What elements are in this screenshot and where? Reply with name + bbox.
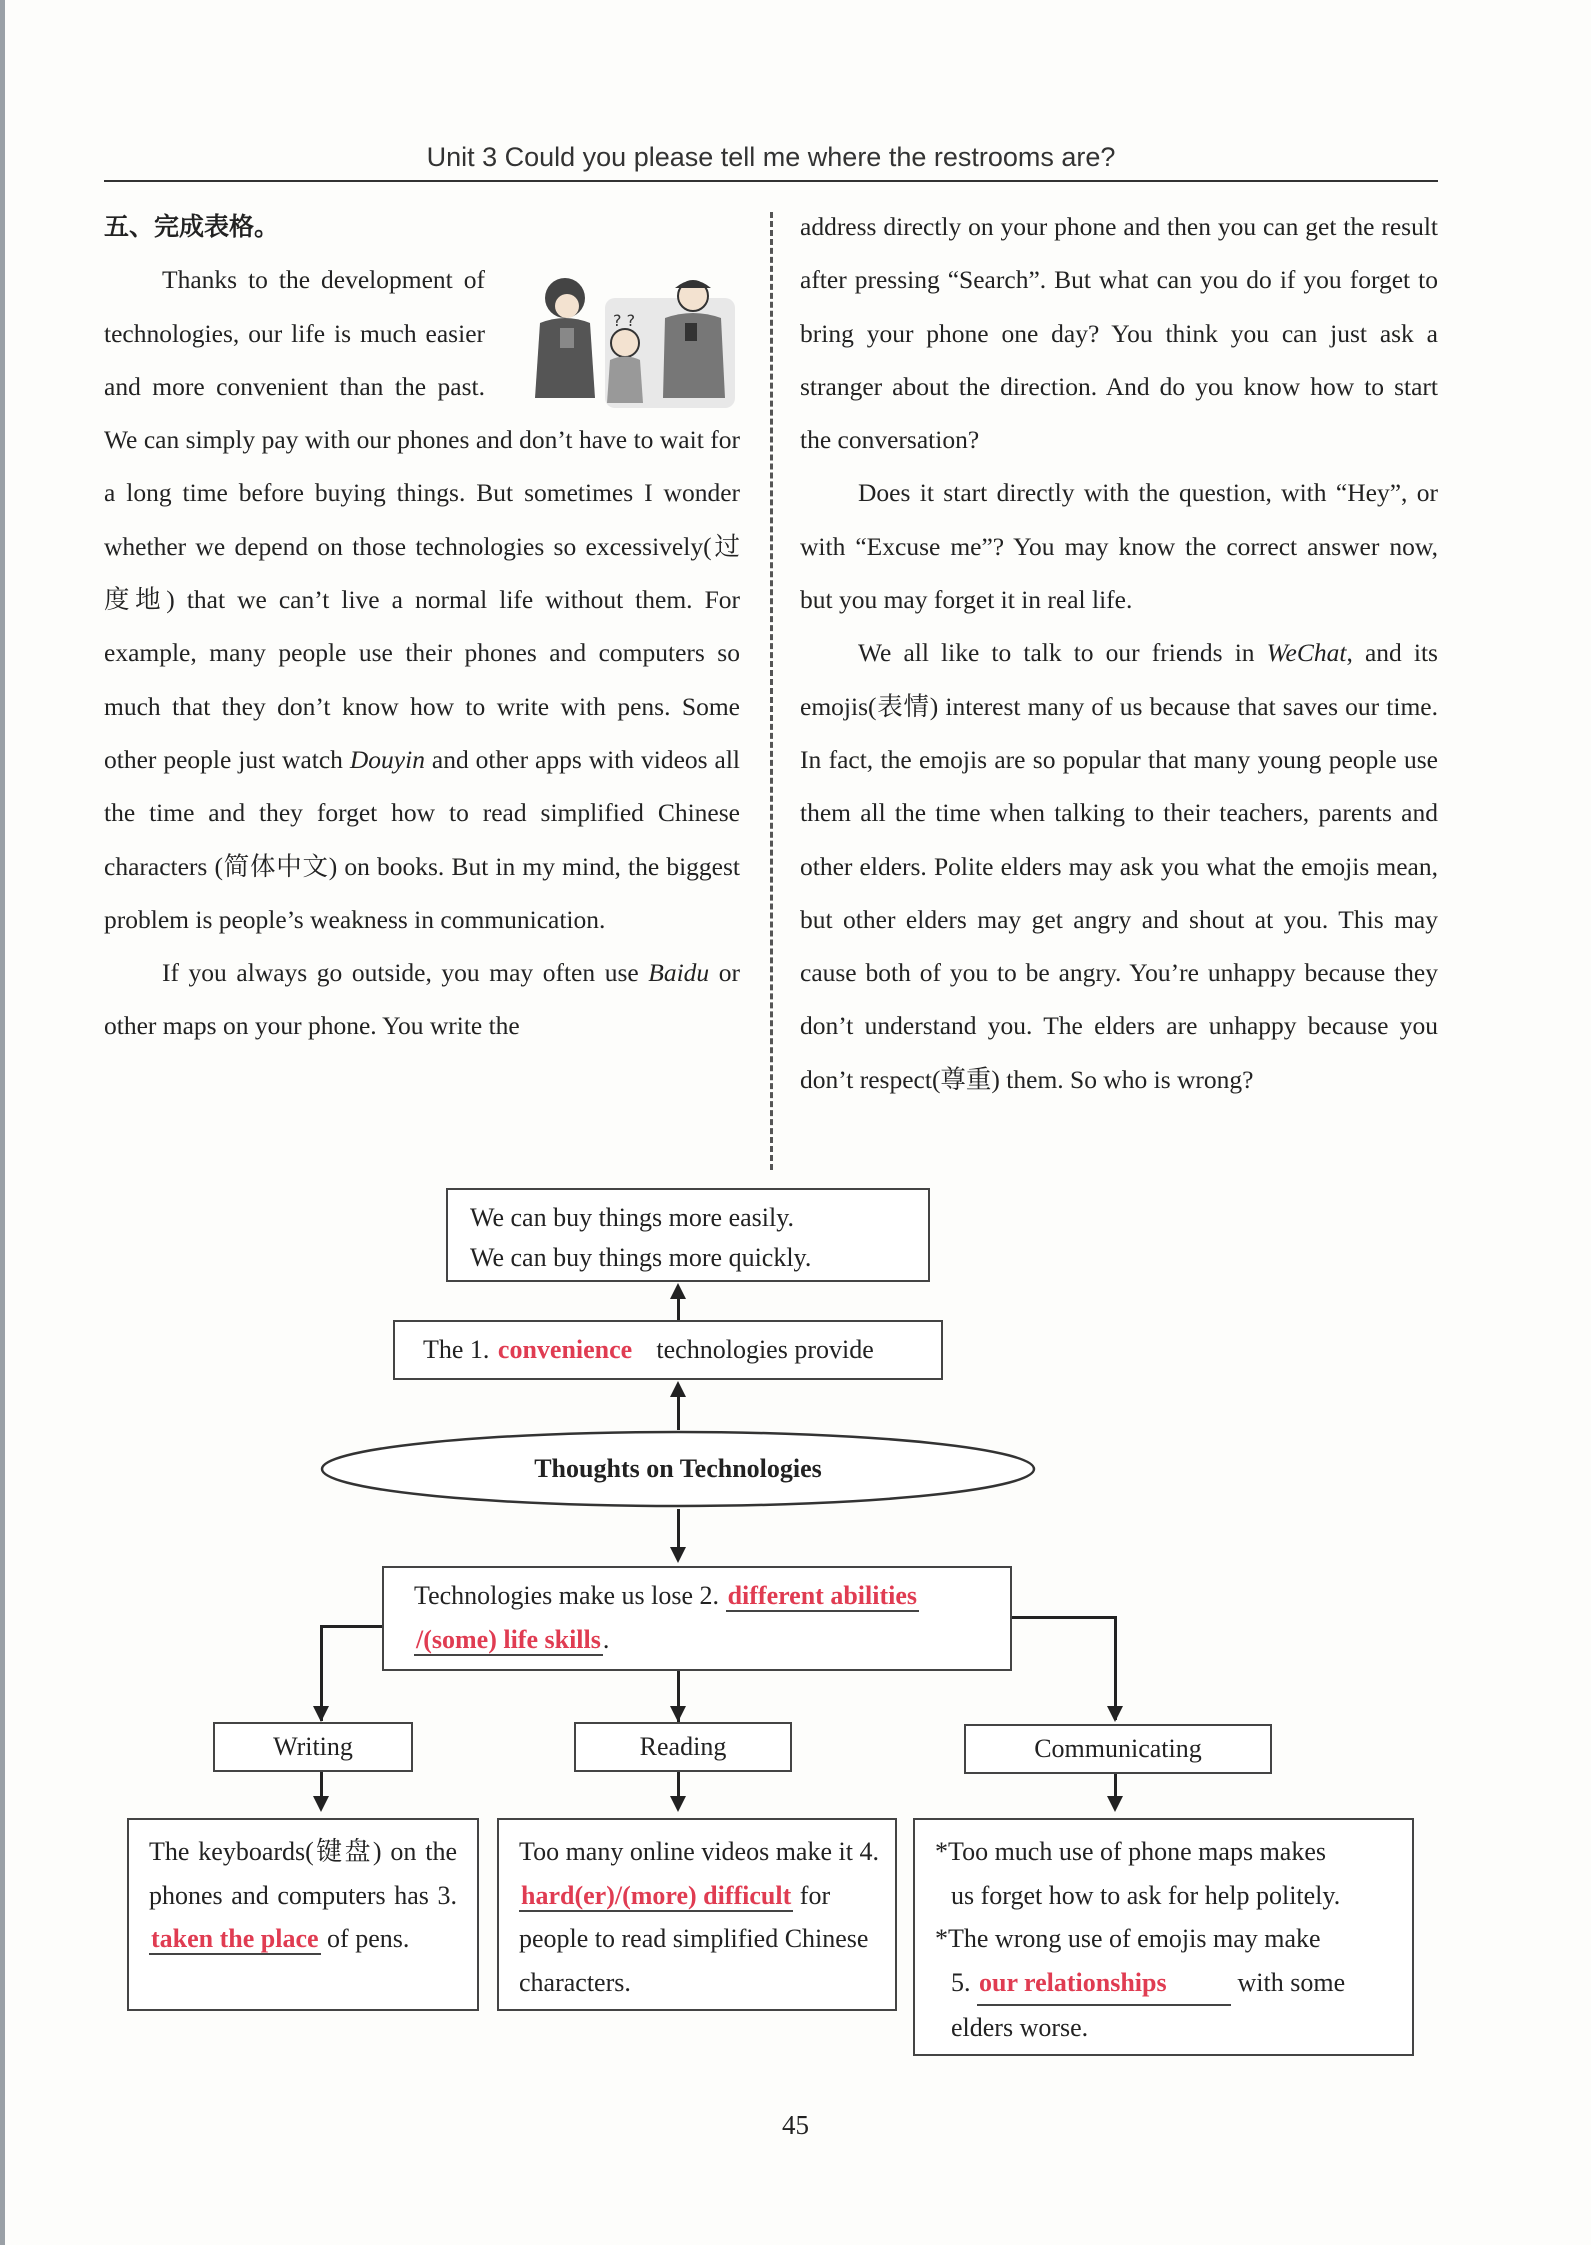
wechat-app-name: WeChat [1266, 638, 1347, 668]
arrow-head-writing-2 [313, 1796, 329, 1812]
arrow-head-reading-2 [670, 1796, 686, 1812]
comm-line-5: elders worse. [951, 2013, 1089, 2042]
douyin-app-name: Douyin [349, 744, 425, 774]
arrow-shaft-3 [677, 1509, 680, 1547]
svg-text:? ?: ? ? [613, 311, 636, 330]
answer-4: hard(er)/(more) difficult [521, 1880, 792, 1910]
right-paragraph-2: Does it start directly with the question, with “Hey”, or with “Excuse me”? You may know the correct answer now, but you may forget it in real life. [800, 478, 1438, 615]
branch-right-h [1012, 1616, 1116, 1619]
answer-1: convenience [496, 1322, 650, 1380]
comm-prefix-5: 5. [951, 1967, 977, 1997]
writing-text-1: The keyboards(键盘) on the phones and computers has 3. [149, 1837, 457, 1910]
right-paragraph-3-start: We all like to talk to our friends in [858, 638, 1267, 668]
comm-line-3: *The wrong use of emojis may make [935, 1924, 1321, 1953]
answer-3: taken the place [151, 1924, 319, 1953]
lose-box [382, 1566, 1012, 1671]
right-paragraph-3 [800, 626, 1438, 1106]
paragraph-1-text: Thanks to the development of technologies, our life is much easier and more convenient than the past. We can simply pay with our phones and don’t have to wait for a long time before buying things. But sometimes I wonder whether we depend on those technologies so excessively(过度地) that we can’t live a normal life without them. For example, many people use their phones and computers so much that they don’t know how to write with pens. Some other people just watch [104, 265, 740, 774]
writing-box: Writing [213, 1722, 413, 1772]
arrow-head-3 [670, 1547, 686, 1563]
arrow-shaft-1 [677, 1296, 680, 1320]
page-number: 45 [782, 2110, 809, 2140]
communicating-box: Communicating [964, 1724, 1272, 1774]
answer-5: our relationships [977, 1961, 1231, 2007]
benefit-line-1: We can buy things more easily. [470, 1203, 795, 1232]
reading-detail-box [497, 1818, 897, 2011]
arrow-shaft-reading-2 [677, 1772, 680, 1796]
lose-suffix: . [602, 1625, 610, 1654]
arrow-head-reading [670, 1706, 686, 1722]
arrow-head-comm-2 [1107, 1796, 1123, 1812]
convenience-prefix: The 1. [423, 1335, 496, 1364]
comm-line-2: us forget how to ask for help politely. [951, 1880, 1341, 1910]
lose-prefix: Technologies make us lose 2. [414, 1581, 726, 1610]
reading-text-1: Too many online videos make it 4. [519, 1837, 879, 1866]
answer-2a: different abilities [727, 1581, 918, 1610]
center-title: Thoughts on Technologies [534, 1454, 822, 1483]
right-paragraph-1: address directly on your phone and then you can get the result after pressing “Search”. But what can you do if you forget to bring your phone one day? You think you can just ask a stranger about the direction. And do you know how to start the conversation? [800, 212, 1438, 455]
writing-detail-box [127, 1818, 479, 2011]
column-divider [770, 212, 773, 1170]
paragraph-2-start: If you always go outside, you may often use [162, 958, 649, 988]
answer-2b: /(some) life skills [416, 1625, 601, 1654]
arrow-shaft-writing-2 [320, 1772, 323, 1796]
comm-line-4 [935, 1961, 1402, 2007]
reading-text-2: for people to read simplified Chinese characters. [519, 1880, 869, 1997]
arrow-head-communicating [1107, 1706, 1123, 1722]
branch-left-h [320, 1625, 382, 1628]
right-column [800, 200, 1438, 1106]
communicating-detail-box [913, 1818, 1414, 2056]
arrow-head-writing [313, 1706, 329, 1722]
paragraph-2-end: or other maps on your phone. You write the [104, 958, 740, 1041]
convenience-box [393, 1320, 943, 1380]
baidu-app-name: Baidu [648, 958, 710, 988]
arrow-shaft-2 [677, 1394, 680, 1430]
paragraph-2 [104, 946, 740, 1053]
convenience-suffix: technologies provide [649, 1335, 874, 1364]
benefits-box [446, 1188, 930, 1282]
comm-suffix-5: with some [1231, 1967, 1346, 1997]
scan-edge [0, 0, 5, 2245]
benefit-line-2: We can buy things more quickly. [470, 1243, 812, 1272]
section-title: 五、完成表格。 [104, 212, 280, 241]
comm-line-1: *Too much use of phone maps makes [935, 1837, 1326, 1866]
writing-text-2: of pens. [320, 1924, 410, 1953]
page-header: Unit 3 Could you please tell me where the restrooms are? [104, 138, 1438, 182]
right-paragraph-3-end: , and its emojis(表情) interest many of us because that saves our time. In fact, the emojis are so popular that many young people use them all the time when talking to their teachers, parents and other elders. Polite elders may ask you what the emojis mean, but other elders may get angry and shout at you. This may cause both of you to be angry. You’re unhappy because they don’t understand you. The elders are unhappy because you don’t respect(尊重) them. So who is wrong? [800, 638, 1438, 1094]
arrow-shaft-comm-2 [1114, 1774, 1117, 1796]
paragraph-1-end: and other apps with videos all the time and they forget how to read simplified Chinese characters (简体中文) on books. But in my mind, the biggest problem is people’s weakness in communication. [104, 744, 740, 934]
arrow-head-2 [670, 1381, 686, 1397]
arrow-head-1 [670, 1283, 686, 1299]
family-phones-illustration [525, 268, 745, 418]
reading-box: Reading [574, 1722, 792, 1772]
branch-right-v [1114, 1616, 1117, 1720]
